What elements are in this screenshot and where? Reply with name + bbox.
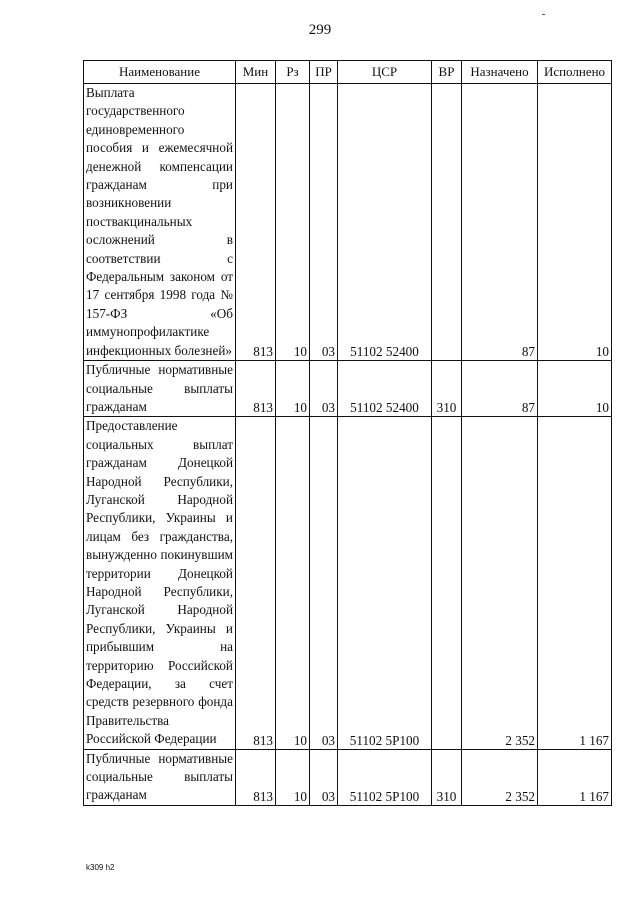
header-vr: ВР bbox=[432, 61, 462, 84]
row-rz: 10 bbox=[276, 361, 310, 417]
row-assigned: 2 352 bbox=[462, 749, 538, 805]
header-executed: Исполнено bbox=[538, 61, 612, 84]
row-pr: 03 bbox=[310, 417, 338, 749]
row-csr: 51102 52400 bbox=[338, 84, 432, 361]
row-min: 813 bbox=[236, 417, 276, 749]
row-vr bbox=[432, 417, 462, 749]
table-row bbox=[84, 84, 612, 361]
row-min: 813 bbox=[236, 361, 276, 417]
row-assigned: 87 bbox=[462, 361, 538, 417]
row-vr: 310 bbox=[432, 749, 462, 805]
row-min: 813 bbox=[236, 749, 276, 805]
row-executed: 1 167 bbox=[538, 749, 612, 805]
row-name: Публичные нормативные социальные выплаты гражданам bbox=[84, 361, 236, 417]
row-vr: 310 bbox=[432, 361, 462, 417]
header-csr: ЦСР bbox=[338, 61, 432, 84]
header-name: Наименование bbox=[84, 61, 236, 84]
row-rz: 10 bbox=[276, 417, 310, 749]
header-assigned: Назначено bbox=[462, 61, 538, 84]
budget-table bbox=[83, 60, 612, 806]
header-pr: ПР bbox=[310, 61, 338, 84]
row-executed: 10 bbox=[538, 361, 612, 417]
row-pr: 03 bbox=[310, 749, 338, 805]
row-csr: 51102 5Р100 bbox=[338, 417, 432, 749]
footer-code: k309 h2 bbox=[86, 863, 115, 872]
row-csr: 51102 52400 bbox=[338, 361, 432, 417]
row-name: Предоставление социальных выплат гражданам Донецкой Народной Республики, Луганской Народной Республики, Украины и лицам без гражданства, вынужденно покинувшим территории Донецкой Народной Республики, Луганской Народной Республики, Украины и прибывшим на территорию Российской Федерации, за счет средств резервного фонда Правительства Российской Федерации bbox=[84, 417, 236, 749]
table-row bbox=[84, 749, 612, 805]
table-header-row bbox=[84, 61, 612, 84]
row-name: Выплата государственного единовременного пособия и ежемесячной денежной компенсации гражданам при возникновении поствакцинальных осложнений в соответствии с Федеральным законом от 17 сентября 1998 года № 157-ФЗ «Об иммунопрофилактике инфекционных болезней» bbox=[84, 84, 236, 361]
row-rz: 10 bbox=[276, 749, 310, 805]
table-row bbox=[84, 417, 612, 749]
row-min: 813 bbox=[236, 84, 276, 361]
row-executed: 1 167 bbox=[538, 417, 612, 749]
row-executed: 10 bbox=[538, 84, 612, 361]
row-csr: 51102 5Р100 bbox=[338, 749, 432, 805]
row-pr: 03 bbox=[310, 84, 338, 361]
page-number: 299 bbox=[308, 22, 332, 38]
header-rz: Рз bbox=[276, 61, 310, 84]
header-min: Мин bbox=[236, 61, 276, 84]
table-row bbox=[84, 361, 612, 417]
row-assigned: 87 bbox=[462, 84, 538, 361]
row-name: Публичные нормативные социальные выплаты гражданам bbox=[84, 749, 236, 805]
row-rz: 10 bbox=[276, 84, 310, 361]
row-vr bbox=[432, 84, 462, 361]
row-pr: 03 bbox=[310, 361, 338, 417]
scan-speck bbox=[542, 14, 545, 15]
row-assigned: 2 352 bbox=[462, 417, 538, 749]
